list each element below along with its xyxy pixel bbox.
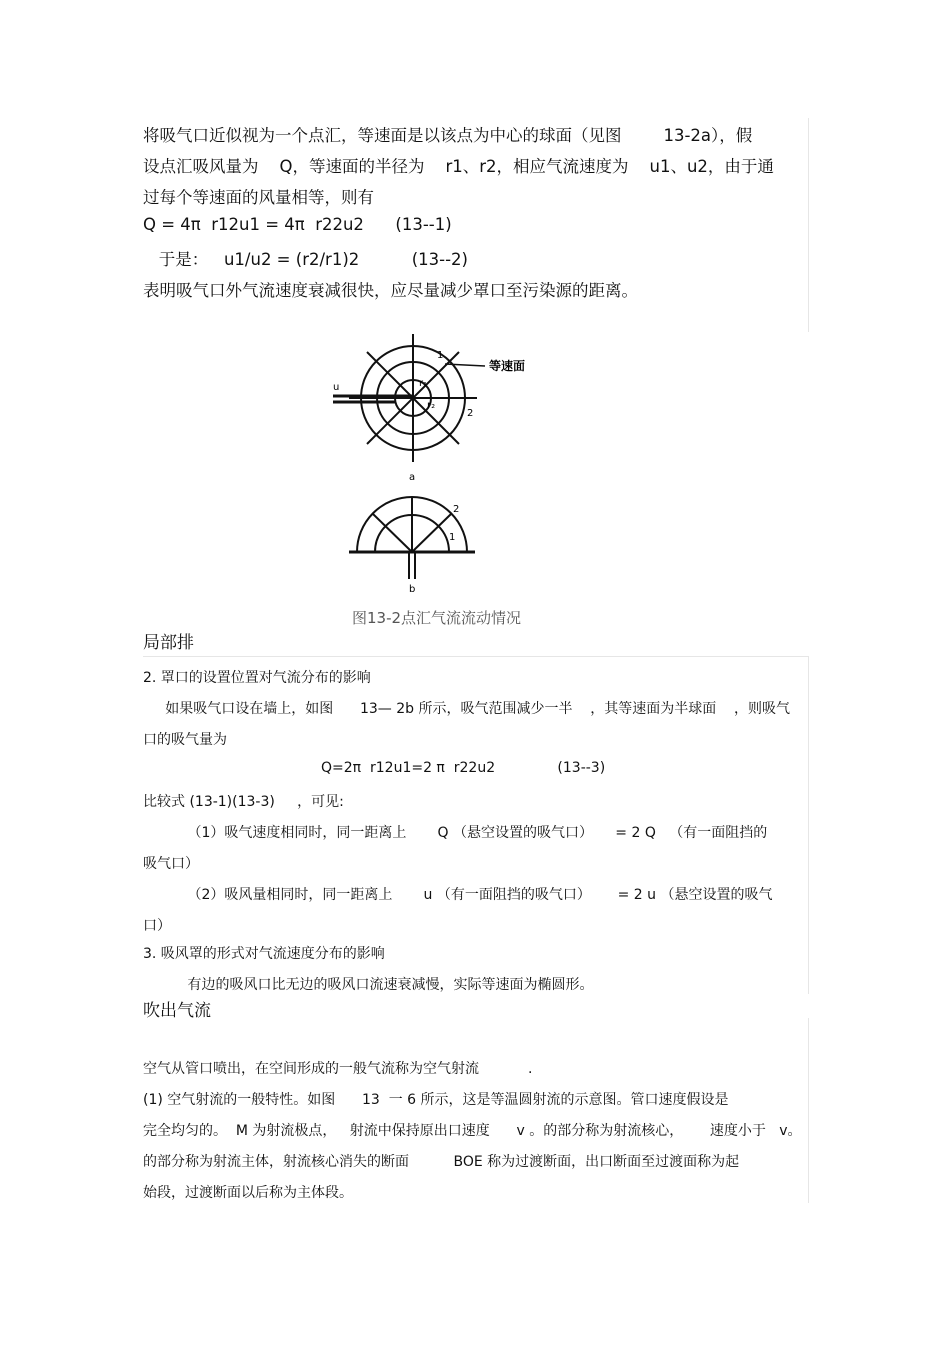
label-u: u <box>333 382 340 393</box>
text-line: 完全均匀的。 M 为射流极点， 射流中保持原出口速度 v 。的部分称为射流核心， 速度小于 v。 <box>143 1123 802 1139</box>
text-line: 比较式 (13-1)(13-3) ，可见: <box>143 794 344 810</box>
section-heading-blowing-airflow: 吹出气流 <box>143 1001 211 1021</box>
label-a: a <box>409 472 416 483</box>
figure-caption: 图13-2点汇气流流动情况 <box>352 609 522 627</box>
text-line: （1）吸气速度相同时，同一距离上 Q （悬空设置的吸气口） = 2 Q （有一面阻挡的 <box>143 825 768 841</box>
point-sink-figure <box>325 334 565 634</box>
text-line: 口） <box>143 918 171 934</box>
text-line: (1) 空气射流的一般特性。如图 13 一 6 所示，这是等温圆射流的示意图。管口速度假设是 <box>143 1092 729 1108</box>
text-line: 的部分称为射流主体，射流核心消失的断面 BOE 称为过渡断面，出口断面至过渡面称为起 <box>143 1154 740 1170</box>
text-line: 有边的吸风口比无边的吸风口流速衰减慢，实际等速面为椭圆形。 <box>143 977 594 993</box>
text-line: 将吸气口近似视为一个点汇，等速面是以该点为中心的球面（见图 13-2a），假 <box>143 126 753 145</box>
text-line: 表明吸气口外气流速度衰减很快，应尽量减少罩口至污染源的距离。 <box>143 281 638 300</box>
text-line: 始段，过渡断面以后称为主体段。 <box>143 1185 353 1201</box>
intro-text-block <box>143 118 809 332</box>
label-r1: r₁ <box>419 378 428 389</box>
text-line: 口的吸气量为 <box>143 732 227 748</box>
text-line: 空气从管口喷出，在空间形成的一般气流称为空气射流 . <box>143 1061 533 1077</box>
label-r2: r₂ <box>427 400 436 411</box>
formula-13-2: 于是： u1/u2 = (r2/r1)2 (13--2) <box>143 250 468 269</box>
text-line: （2）吸风量相同时，同一距离上 u （有一面阻挡的吸气口） = 2 u （悬空设置的吸气 <box>143 887 773 903</box>
hood-position-text-block <box>143 656 809 994</box>
label-1: 1 <box>437 350 444 361</box>
text-line: 过每个等速面的风量相等，则有 <box>143 188 374 207</box>
label-2-bottom: 2 <box>453 504 460 515</box>
subheading: 2. 罩口的设置位置对气流分布的影响 <box>143 670 371 686</box>
formula-13-3: Q=2π r12u1=2 π r22u2 (13--3) <box>143 760 606 776</box>
jet-text-block <box>143 1018 809 1203</box>
formula-13-1: Q = 4π r12u1 = 4π r22u2 (13--1) <box>143 215 452 234</box>
label-2: 2 <box>467 408 474 419</box>
text-line: 设点汇吸风量为 Q，等速面的半径为 r1、r2，相应气流速度为 u1、u2，由于通 <box>143 157 774 176</box>
label-equal-velocity-surface: 等速面 <box>489 359 526 373</box>
text-line: 如果吸气口设在墙上，如图 13— 2b 所示，吸气范围减少一半 ，其等速面为半球面 ，则吸气 <box>143 701 791 717</box>
label-1-bottom: 1 <box>449 532 456 543</box>
label-b: b <box>409 584 416 595</box>
subheading: 3. 吸风罩的形式对气流速度分布的影响 <box>143 946 385 962</box>
text-line: 吸气口） <box>143 856 199 872</box>
point-sink-diagram <box>325 334 565 634</box>
section-heading-local-exhaust: 局部排 <box>143 633 194 653</box>
